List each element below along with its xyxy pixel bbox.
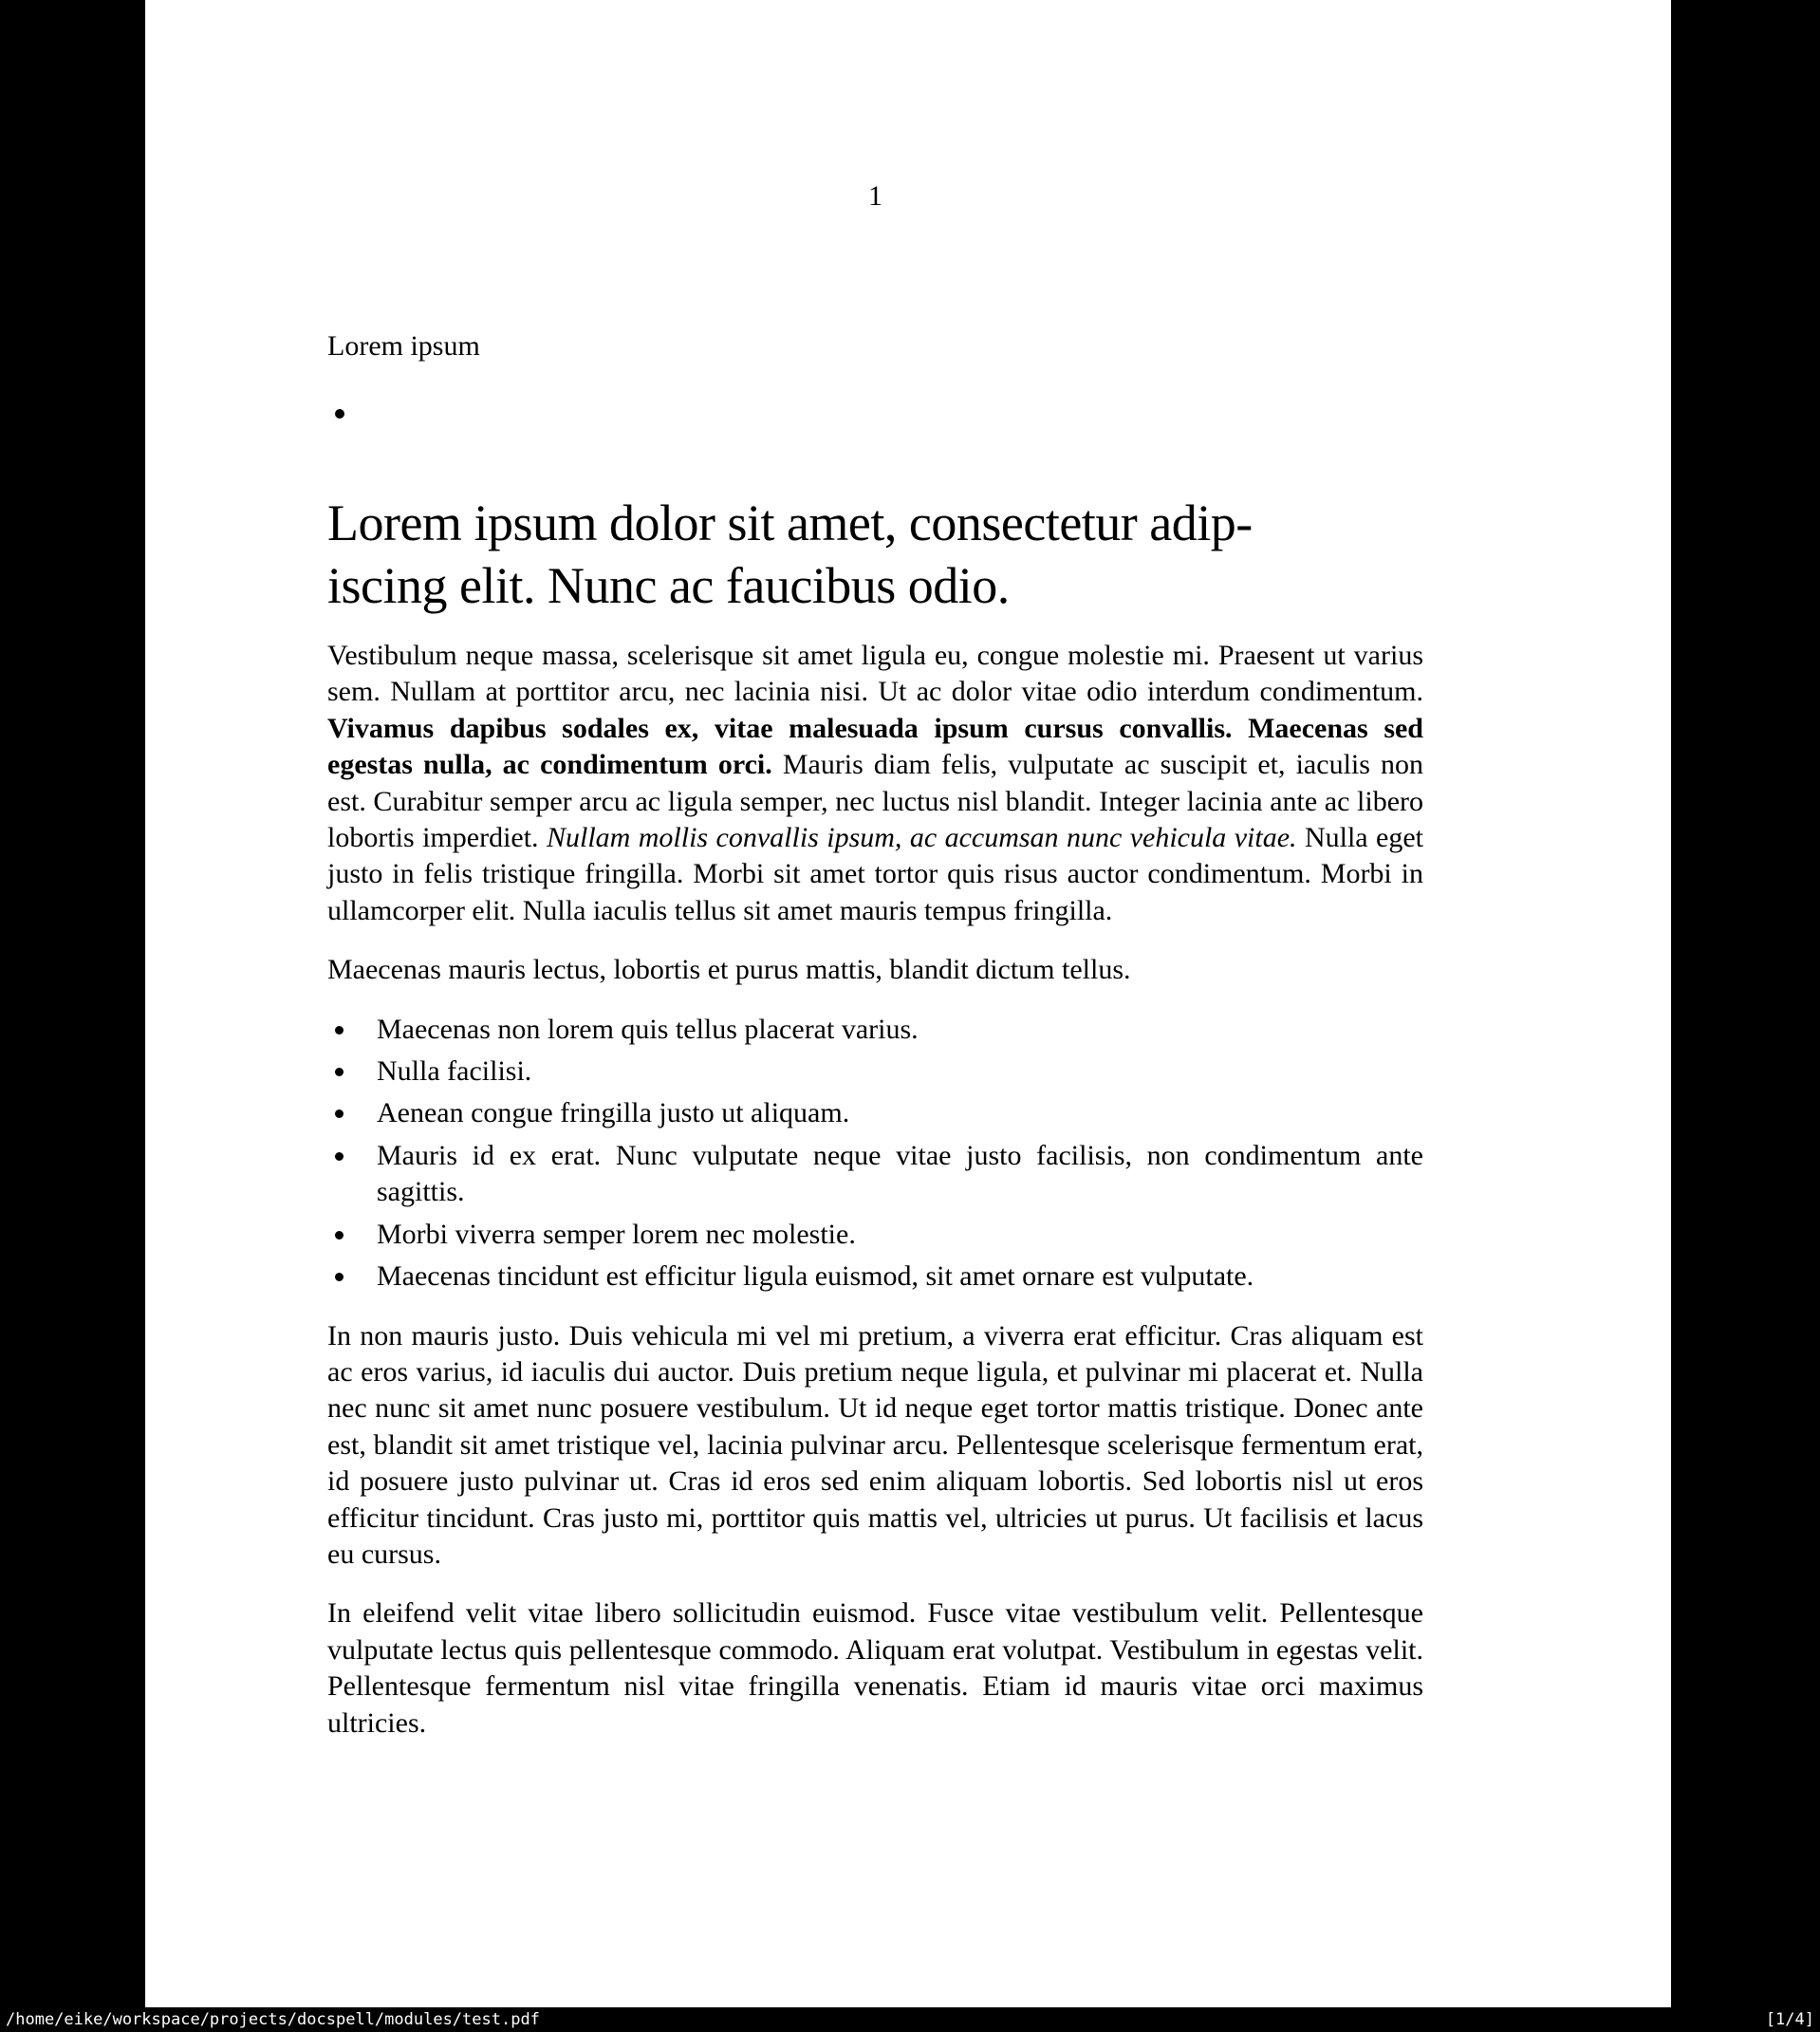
bullet-icon (335, 1109, 344, 1118)
page-number: 1 (868, 180, 882, 212)
empty-bullet-icon (335, 409, 344, 419)
paragraph-4: In eleifend velit vitae libero sollicitudin euismod. Fusce vitae vestibulum velit. Pellentesque vulputate lectus quis pellentesque commodo. Aliquam erat volutpat. Vestibulum in egestas velit. Pellentesque fermentum nisl vitae fringilla venenatis. Etiam id mauris vitae orci maximus ultricies. (327, 1597, 1423, 1739)
list-item (327, 1138, 1423, 1211)
heading-line-2: iscing elit. Nunc ac faucibus odio. (327, 557, 1010, 614)
paragraph-1-text: Mauris diam felis, vulputate ac suscipit et, iaculis non est. Curabitur semper arcu ac ligula semper, nec luctus nisl blandit. Integer lacinia ante ac libero lobortis imperdiet. (327, 749, 1423, 854)
list-item-text: Morbi viverra semper lorem nec molestie. (377, 1218, 856, 1250)
document-page[interactable] (145, 0, 1671, 2007)
bullet-icon (335, 1231, 344, 1240)
list-item-text: Nulla facilisi. (377, 1055, 532, 1088)
document-heading (327, 492, 1433, 617)
list-item-text: Maecenas non lorem quis tellus placerat varius. (377, 1013, 919, 1045)
paragraph-2: Maecenas mauris lectus, lobortis et purus mattis, blandit dictum tellus. (327, 954, 1131, 986)
paragraph-3: In non mauris justo. Duis vehicula mi vel mi pretium, a viverra erat efficitur. Cras aliquam est ac eros varius, id iaculis dui auctor. Duis pretium neque ligula, et pulvinar mi placerat et. Nulla nec nunc sit amet nunc posuere vestibulum. Ut id neque eget tortor mattis tristique. Donec ante est, blandit sit amet tristique vel, lacinia pulvinar arcu. Pellentesque scelerisque fermentum erat, id posuere justo pulvinar ut. Cras id eros sed enim aliquam lobortis. Sed lobortis nisl ut eros efficitur tincidunt. Cras justo mi, porttitor quis mattis vel, ultricies ut purus. Ut facilisis et lacus eu cursus. (327, 1319, 1423, 1570)
statusbar-filepath: /home/eike/workspace/projects/docspell/modules/test.pdf (6, 2010, 540, 2029)
bullet-icon (335, 1026, 344, 1035)
intro-label: Lorem ipsum (327, 330, 480, 362)
list-item-text: Aenean congue fringilla justo ut aliquam. (377, 1097, 850, 1129)
bullet-icon (335, 1068, 344, 1076)
paragraph-1 (327, 638, 1423, 929)
paragraph-1-bold-text: Vivamus dapibus sodales ex, vitae malesuada ipsum cursus convallis. Maecenas sed egestas nulla, ac condimentum orci. (327, 712, 1423, 781)
list-item (327, 1053, 1423, 1090)
list-item (327, 1095, 1423, 1131)
bullet-icon (335, 1152, 344, 1161)
bullet-list (327, 1012, 1423, 1296)
paragraph-1-text: Vestibulum neque massa, scelerisque sit amet ligula eu, congue molestie mi. Praesent ut varius sem. Nullam at porttitor arcu, nec lacinia nisi. Ut ac dolor vitae odio interdum condimentum. (327, 640, 1423, 708)
list-item (327, 1012, 1423, 1048)
statusbar (0, 2007, 1820, 2032)
paragraph-1-text: Nulla eget justo in felis tristique fringilla. Morbi sit amet tortor quis risus auctor condimentum. Morbi in ullamcorper elit. Nulla iaculis tellus sit amet mauris tempus fringilla. (327, 822, 1424, 926)
list-item-text: Maecenas tincidunt est efficitur ligula euismod, sit amet ornare est vulputate. (377, 1260, 1254, 1293)
statusbar-page-indicator: [1/4] (1765, 2010, 1814, 2029)
list-item (327, 1217, 1423, 1253)
heading-line-1: Lorem ipsum dolor sit amet, consectetur adip- (327, 494, 1253, 551)
paragraph-1-italic-text: Nullam mollis convallis ipsum, ac accumsan nunc vehicula vitae. (546, 822, 1297, 854)
bullet-icon (335, 1273, 344, 1281)
document-body (327, 638, 1423, 1764)
list-item-text: Mauris id ex erat. Nunc vulputate neque vitae justo facilisis, non condimentum ante sagittis. (377, 1139, 1423, 1208)
list-item (327, 1258, 1423, 1295)
